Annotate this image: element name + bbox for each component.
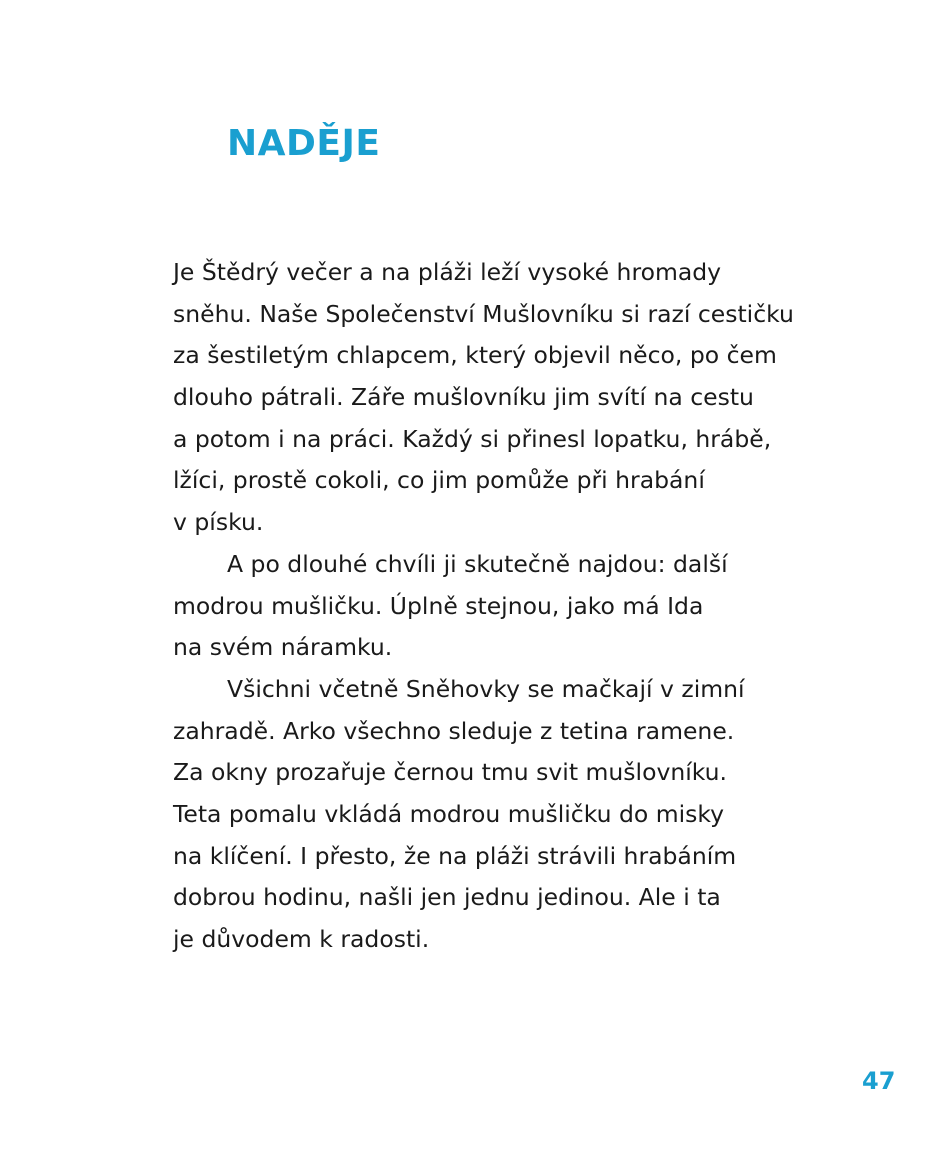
- text-line: je důvodem k radosti.: [173, 925, 430, 953]
- page-number: 47: [862, 1067, 896, 1095]
- text-line: Teta pomalu vkládá modrou mušličku do misky: [173, 799, 725, 828]
- text-line: sněhu. Naše Společenství Mušlovníku si razí cestičku: [173, 299, 794, 328]
- body-text: [173, 252, 873, 961]
- text-line: dobrou hodinu, našli jen jednu jedinou. Ale i ta: [173, 883, 721, 912]
- text-line: Všichni včetně Sněhovky se mačkají v zimní: [227, 674, 745, 703]
- text-line: za šestiletým chlapcem, který objevil něco, po čem: [173, 341, 777, 370]
- text-line: a potom i na práci. Každý si přinesl lopatku, hrábě,: [173, 424, 772, 453]
- chapter-title: NADĚJE: [227, 123, 381, 164]
- text-line: lžíci, prostě cokoli, co jim pomůže při hrabání: [173, 466, 705, 495]
- text-line: na svém náramku.: [173, 633, 393, 662]
- text-line: zahradě. Arko všechno sleduje z tetina ramene.: [173, 716, 735, 745]
- text-line: na klíčení. I přesto, že na pláži strávili hrabáním: [173, 841, 737, 870]
- text-line: Za okny prozařuje černou tmu svit mušlovníku.: [173, 758, 728, 787]
- text-line: A po dlouhé chvíli ji skutečně najdou: další: [227, 549, 728, 578]
- text-line: Je Štědrý večer a na pláži leží vysoké hromady: [173, 258, 722, 286]
- text-line: v písku.: [173, 508, 264, 537]
- text-line: modrou mušličku. Úplně stejnou, jako má Ida: [173, 591, 704, 620]
- text-line: dlouho pátrali. Záře mušlovníku jim svítí na cestu: [173, 383, 754, 412]
